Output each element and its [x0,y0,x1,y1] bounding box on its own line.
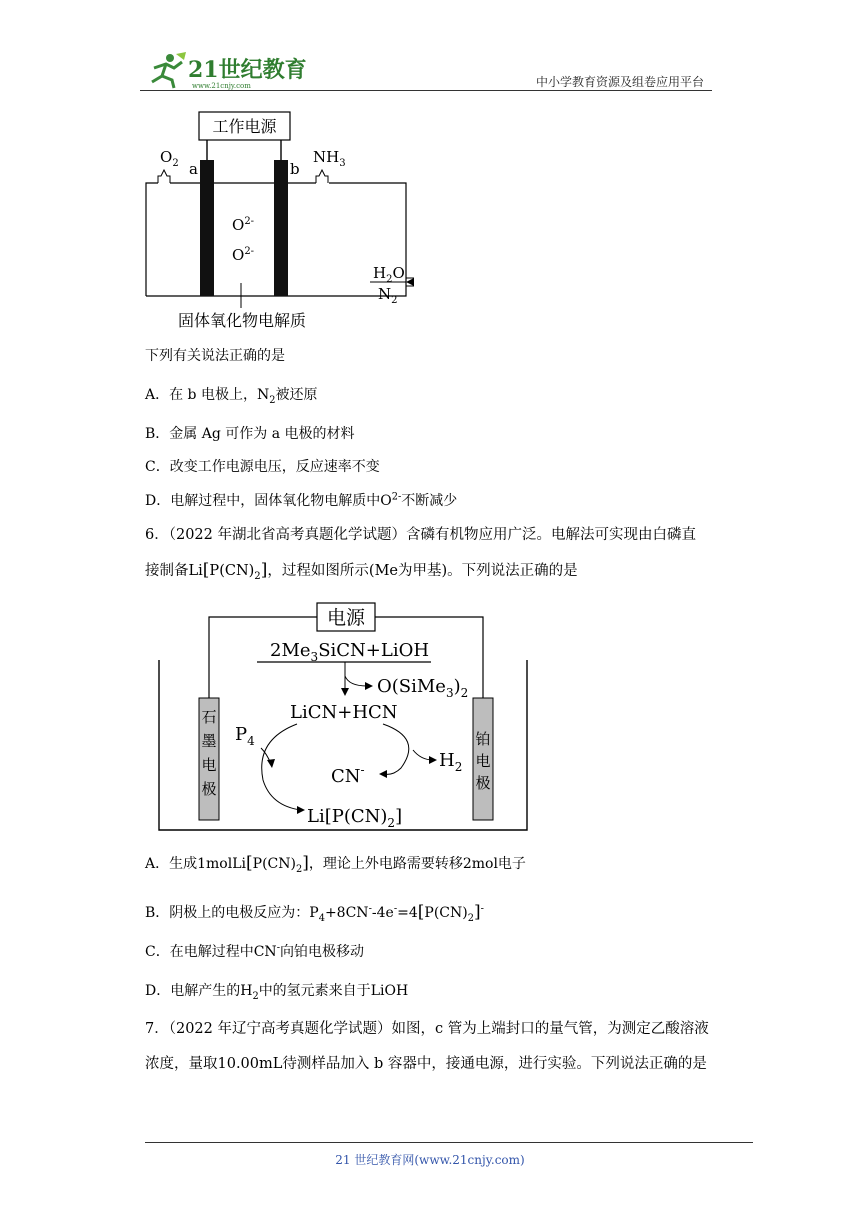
platinum-char-3: 极 [475,774,491,792]
cyanide-label: CN- [331,763,365,787]
platinum-char-2: 电 [475,752,491,770]
power-supply-label: 工作电源 [212,117,277,136]
nh3-label: $NH_3$ [313,148,346,169]
graphite-char-4: 极 [201,780,217,798]
intermediate-formula: LiCN+HCN [290,702,398,723]
graphite-char-3: 电 [201,756,217,774]
oxide-ion-label-1: $O^{2-}$ [232,216,255,234]
logo-text: 21世纪教育 [188,57,307,83]
footer-divider [145,1142,753,1143]
n2-label: $N_2$ [378,285,398,306]
graphite-char-2: 墨 [201,732,217,750]
q7-stem-line-1: 7．（2022 年辽宁高考真题化学试题）如图，c 管为上端封口的量气管，为测定乙酸溶液 [145,1021,709,1037]
footer-text: 21 世纪教育网(www.21cnjy.com) [335,1153,525,1167]
electrode-b [274,160,288,296]
electrode-a [200,160,214,296]
header-platform-text: 中小学教育资源及组卷应用平台 [536,75,705,89]
q5-option-b: B．金属 Ag 可作为 a 电极的材料 [145,426,355,442]
p4-label: $P_4$ [235,724,255,748]
o2-label: $O_2$ [160,148,179,169]
h2-label: $H_2$ [439,750,463,774]
q5-option-a: A．在 b 电极上，$N_2$被还原 [145,387,318,406]
h2o-label: $H_2O$ [373,264,405,285]
product-formula: $Li[P(CN)_2]$ [307,806,403,830]
q5-stem: 下列有关说法正确的是 [145,348,285,364]
q6-option-b: B．阴极上的电极反应为：$P_4+8CN^--4e^-=4[P(CN)_2]^-$ [145,902,484,924]
figure-electrolysis-cell [140,110,420,332]
electrode-b-label: b [290,160,300,178]
q6-option-a: A．生成$1molLi[P(CN)_2]$，理论上外电路需要转移2mol电子 [145,853,526,875]
q5-option-c: C．改变工作电源电压，反应速率不变 [145,459,380,475]
q6-option-d: D．电解产生的$H_2$中的氢元素来自于LiOH [145,983,409,1002]
q6-stem-line-2: 接制备$Li[P(CN)_2]$，过程如图所示(Me为甲基)。下列说法正确的是 [145,560,578,582]
q6-stem-line-1: 6．（2022 年湖北省高考真题化学试题）含磷有机物应用广泛。电解法可实现由白磷直 [145,527,696,543]
header-divider [140,90,712,91]
figure-electrolysis-process [155,600,535,835]
q5-option-d: D．电解过程中，固体氧化物电解质中$O^{2-}$不断减少 [145,491,458,509]
power-source-label: 电源 [326,607,366,629]
q7-stem-line-2: 浓度，量取10.00mL待测样品加入 b 容器中，接通电源，进行实验。下列说法正确的是 [145,1056,707,1072]
reactant-formula: $2Me_3SiCN+LiOH$ [270,640,430,664]
platinum-char-1: 铂 [475,730,491,748]
electrolyte-label: 固体氧化物电解质 [177,311,307,330]
logo-url: www.21cnjy.com [192,82,251,90]
site-logo [140,50,310,90]
q6-option-c: C．在电解过程中CN-向铂电极移动 [145,942,364,960]
oxide-ion-label-2: $O^{2-}$ [232,246,255,264]
runner-icon [152,52,186,88]
electrode-a-label: a [189,160,198,178]
graphite-char-1: 石 [201,708,217,726]
byproduct-formula: $O(SiMe_3)_2$ [377,676,469,700]
